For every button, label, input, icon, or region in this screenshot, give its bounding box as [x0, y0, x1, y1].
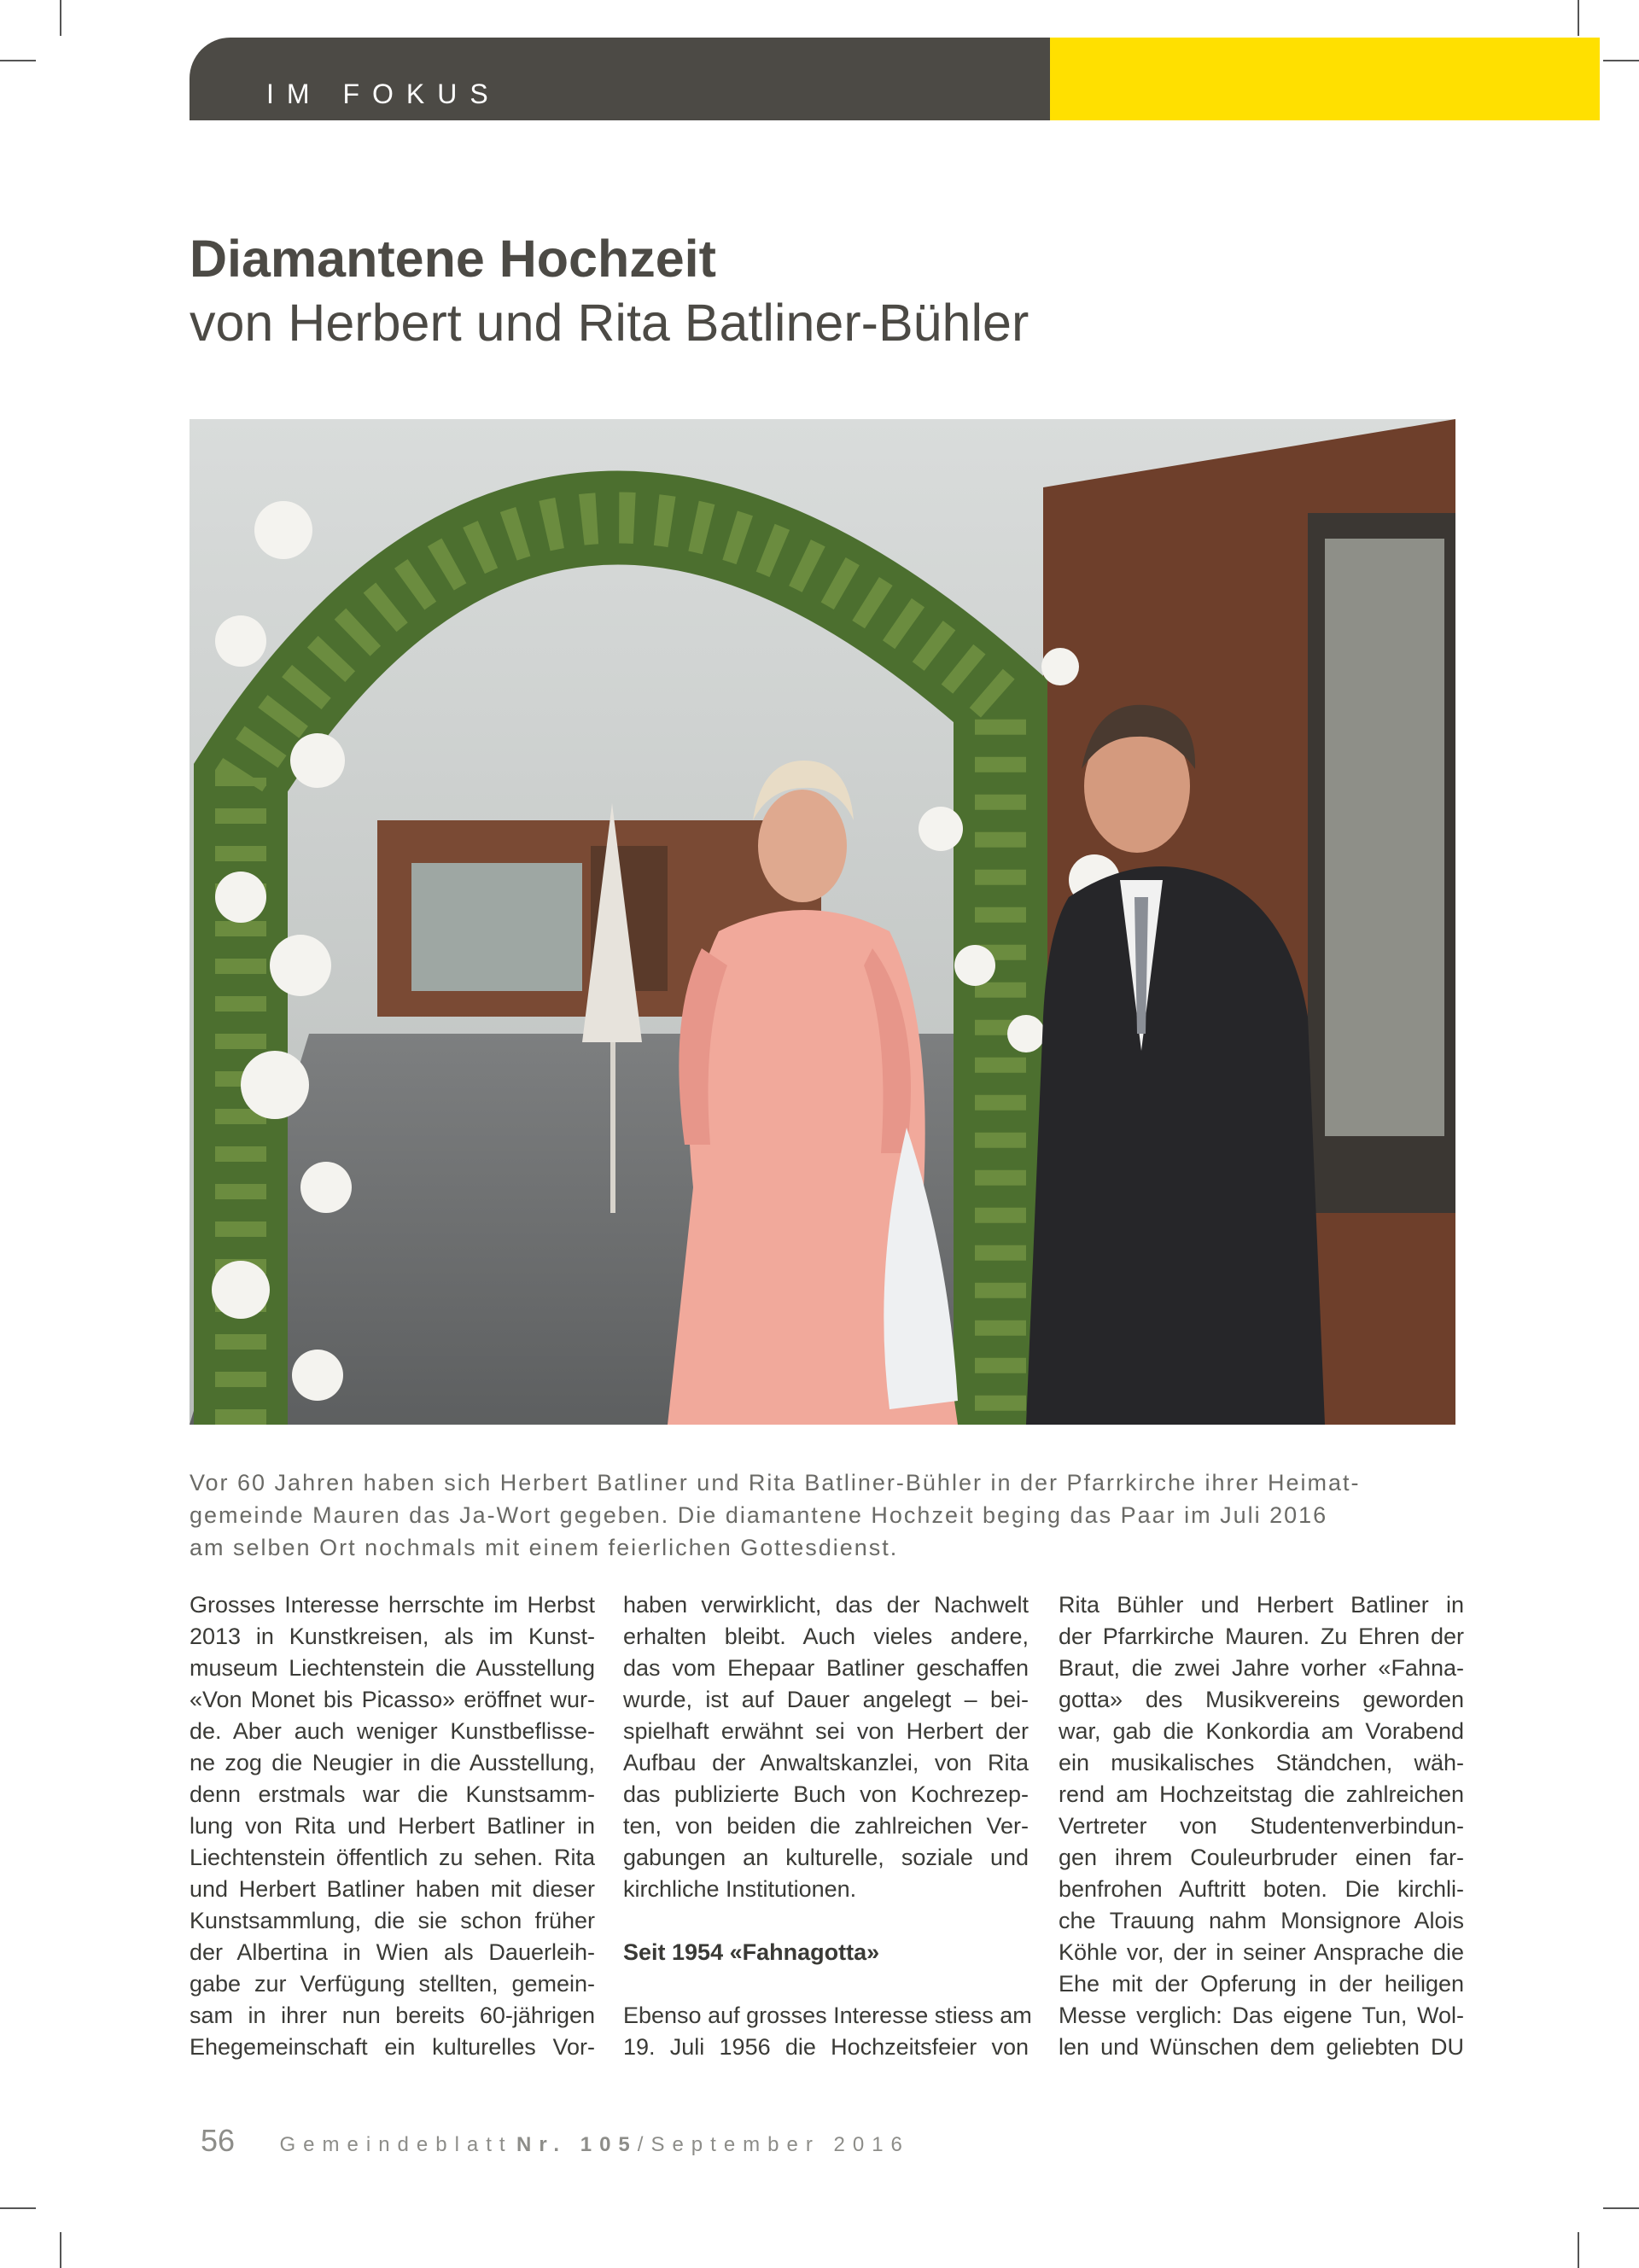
body-line: «Von Monet bis Picasso» eröffnet wur-: [190, 1687, 595, 1712]
body-line: Liechtenstein öffentlich zu sehen. Rita: [190, 1845, 595, 1870]
photo-caption: [190, 1466, 1455, 1564]
body-line: rend am Hochzeitstag die zahlreichen: [1059, 1781, 1464, 1807]
page-number: 56: [201, 2123, 236, 2158]
body-line: 19. Juli 1956 die Hochzeitsfeier von: [623, 2034, 1029, 2060]
body-line: Aufbau der Anwaltskanzlei, von Rita: [623, 1750, 1029, 1775]
magazine-name: Gemeindeblatt: [279, 2133, 513, 2156]
body-line: ein musikalisches Ständchen, wäh-: [1059, 1750, 1464, 1775]
body-line: gabe zur Verfügung stellten, gemein-: [190, 1971, 595, 1997]
body-line: und Herbert Batliner haben mit dieser: [190, 1876, 595, 1902]
caption-line: am selben Ort nochmals mit einem feierlichen Gottesdienst.: [190, 1535, 899, 1560]
body-line: Braut, die zwei Jahre vorher «Fahna-: [1059, 1655, 1464, 1681]
body-line: Ehegemeinschaft ein kulturelles Vor-: [190, 2034, 595, 2060]
body-column-2: [623, 1589, 1032, 2063]
body-column-1: [190, 1589, 595, 2063]
body-column-3: [1059, 1589, 1464, 2063]
body-line: das vom Ehepaar Batliner geschaffen: [623, 1655, 1029, 1681]
section-accent-bar: [1050, 38, 1600, 120]
body-line: gotta» des Musikvereins geworden: [1059, 1687, 1464, 1712]
body-line: haben verwirklicht, das der Nachwelt: [623, 1592, 1029, 1618]
body-line: Rita Bühler und Herbert Batliner in: [1059, 1592, 1464, 1618]
article-subtitle: von Herbert und Rita Batliner-Bühler: [190, 294, 1029, 352]
section-label: IM FOKUS: [266, 79, 501, 109]
body-line: war, gab die Konkordia am Vorabend: [1059, 1718, 1464, 1744]
issue-date: /September 2016: [637, 2133, 910, 2156]
caption-line: Vor 60 Jahren haben sich Herbert Batliner und Rita Batliner-Bühler in der Pfarrkirche ihrer Heimat-: [190, 1470, 1361, 1495]
body-line: denn erstmals war die Kunstsamm-: [190, 1781, 595, 1807]
body-line: Ebenso auf grosses Interesse stiess am: [623, 2003, 1032, 2028]
body-line: wurde, ist auf Dauer angelegt – bei-: [623, 1687, 1029, 1712]
body-line: lung von Rita und Herbert Batliner in: [190, 1813, 595, 1839]
photo-wedding-couple-icon: [190, 419, 1455, 1425]
body-line: che Trauung nahm Monsignore Alois: [1059, 1908, 1464, 1933]
body-line: gabungen an kulturelle, soziale und: [623, 1845, 1029, 1870]
body-line: kirchliche Institutionen.: [623, 1876, 857, 1902]
body-line: benfrohen Auftritt boten. Die kirchli-: [1059, 1876, 1464, 1902]
article-photo: [190, 419, 1455, 1425]
article-title: Diamantene Hochzeit: [190, 230, 716, 288]
body-line: Köhle vor, der in seiner Ansprache die: [1059, 1939, 1464, 1965]
body-line: ne zog die Neugier in die Ausstellung,: [190, 1750, 595, 1775]
body-line: Vertreter von Studentenverbindun-: [1059, 1813, 1464, 1839]
issue-number: Nr. 105: [516, 2133, 638, 2156]
body-line: museum Liechtenstein die Ausstellung: [190, 1655, 595, 1681]
body-line: erhalten bleibt. Auch vieles andere,: [623, 1624, 1029, 1649]
body-line: der Albertina in Wien als Dauerleih-: [190, 1939, 595, 1965]
body-line: ten, von beiden die zahlreichen Ver-: [623, 1813, 1029, 1839]
paragraph-gap: [623, 1968, 1029, 2000]
body-line: gen ihrem Couleurbruder einen far-: [1059, 1845, 1464, 1870]
body-line: spielhaft erwähnt sei von Herbert der: [623, 1718, 1029, 1744]
body-line: Grosses Interesse herrschte im Herbst: [190, 1592, 595, 1618]
page-footer: [201, 2125, 910, 2156]
body-line: len und Wünschen dem geliebten DU: [1059, 2034, 1464, 2060]
section-heading: Seit 1954 «Fahnagotta»: [623, 1939, 880, 1965]
body-line: sam in ihrer nun bereits 60-jährigen: [190, 2003, 595, 2028]
body-line: das publizierte Buch von Kochrezep-: [623, 1781, 1029, 1807]
caption-line: gemeinde Mauren das Ja-Wort gegeben. Die diamantene Hochzeit beging das Paar im Juli 2016: [190, 1502, 1328, 1528]
body-line: Kunstsammlung, die sie schon früher: [190, 1908, 595, 1933]
body-line: Messe verglich: Das eigene Tun, Wol-: [1059, 2003, 1464, 2028]
body-line: der Pfarrkirche Mauren. Zu Ehren der: [1059, 1624, 1464, 1649]
body-line: 2013 in Kunstkreisen, als im Kunst-: [190, 1624, 595, 1649]
body-line: de. Aber auch weniger Kunstbeflisse-: [190, 1718, 595, 1744]
paragraph-gap: [623, 1905, 1029, 1937]
body-line: Ehe mit der Opferung in der heiligen: [1059, 1971, 1464, 1997]
